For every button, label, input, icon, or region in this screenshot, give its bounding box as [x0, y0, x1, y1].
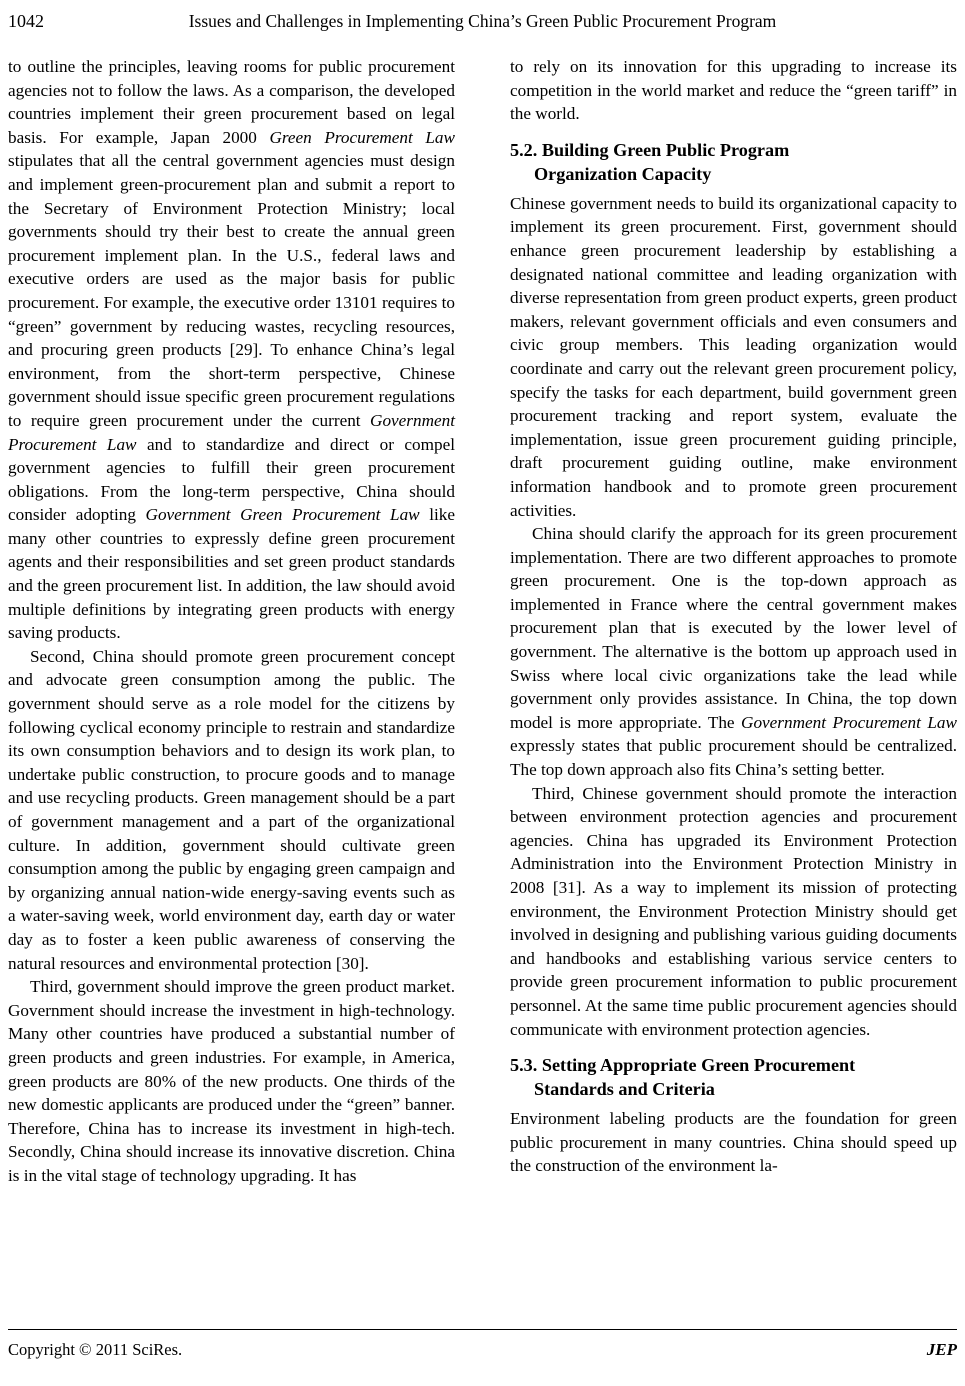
body-text-run: Second, China should promote green procurement concept and advocate green consumption among the public. The government should serve as a role model for the citizens by following cyclical economy principle to restrain and standardize its own consumption behaviors and to design its work plan, to undertake public construction, to procure goods and to manage and use recycling products. Green management should be a part of government management and a part of the organizational culture. In addition, government should cultivate green consumption among the public by engaging green campaign and by organizing annual nation-wide energy-saving events such as a water-saving week, world environment day, earth day or water day as to foster a keen public awareness of conserving the natural resources and environmental protection [30].	[8, 646, 455, 973]
page-footer	[8, 1340, 957, 1364]
section-heading-continuation: Organization Capacity	[534, 163, 712, 184]
body-text-run: Chinese government needs to build its organizational capacity to implement its green procurement. First, government should enhance green procurement leadership by establishing a designated national committee and leading organization with diverse representation from green product experts, green product makers, relevant government officials and even consumers and civic group members. This leading organization would coordinate and carry out the relevant green procurement policy, specify the tasks for each department, build government green procurement tracking and report system, evaluate the implementation, issue green procurement guiding principle, draft procurement guiding outline, make environment information handbook and to promote green procurement activities.	[510, 193, 957, 520]
body-paragraph	[510, 522, 957, 782]
body-text-run: to rely on its innovation for this upgrading to increase its competition in the world market and reduce the “green tariff” in the world.	[510, 57, 957, 124]
section-heading	[510, 138, 957, 186]
section-heading	[510, 1053, 957, 1101]
body-paragraph	[510, 55, 957, 126]
body-text-run: like many other countries to expressly define green procurement agents and their responsibilities and set green product standards and the green procurement list. In addition, the law should avoid multiple definitions by integrating green products with energy saving products.	[8, 505, 455, 643]
left-column-body	[8, 55, 455, 1188]
body-paragraph	[510, 1107, 957, 1178]
left-column	[8, 55, 455, 1300]
body-paragraph	[8, 645, 455, 975]
italic-law-title: Government Procurement Law	[8, 410, 455, 454]
journal-abbreviation: JEP	[926, 1340, 957, 1359]
italic-law-title: Government Procurement Law	[741, 712, 957, 732]
running-title: Issues and Challenges in Implementing China’s Green Public Procurement Program	[188, 11, 777, 31]
body-text-run: China should clarify the approach for its green procurement implementation. There are two different approaches to promote green procurement. One is the top-down approach as implemented in France where the central government makes procurement plan that is executed by the lower level of government. The alternative is the bottom up approach used in Swiss where local civic organizations take the lead while government only provides assistance. In China, the top down model is more appropriate. The	[510, 524, 957, 732]
section-heading-title: 5.3. Setting Appropriate Green Procurement	[510, 1055, 856, 1076]
body-paragraph	[510, 782, 957, 1042]
body-text-run: to outline the principles, leaving rooms for public procurement agencies not to follow the laws. As a comparison, the developed countries implement their green procurement based on legal basis. For example, Japan 2000	[8, 57, 455, 147]
body-text-run: expressly states that public procurement should be centralized. The top down approach also fits China’s setting better.	[510, 736, 957, 780]
page-number: 1042	[8, 11, 44, 31]
body-paragraph	[8, 975, 455, 1187]
copyright-text: Copyright © 2011 SciRes.	[8, 1340, 183, 1359]
footer-rule	[8, 1329, 957, 1330]
body-columns	[8, 55, 957, 1300]
italic-law-title: Government Green Procurement Law	[145, 505, 420, 525]
body-text-run: stipulates that all the central government agencies must design and implement green-procurement plan and submit a report to the Secretary of Environment Protection Ministry; local governments should try their best to create the annual green procurement implement plan. In the U.S., federal laws and executive orders are used as the major basis for public procurement. For example, the executive order 13101 requires to “green” government by reducing wastes, recycling resources, and procuring green products [29]. To enhance China’s legal environment, from the short-term perspective, Chinese government should issue specific green procurement regulations to require green procurement under the current	[8, 151, 455, 430]
body-text-run: Third, Chinese government should promote the interaction between environment protection agencies and procurement agencies. China has upgraded its Environment Protection Administration into the Environment Protection Ministry in 2008 [31]. As a way to implement its mission of protecting environment, the Environment Protection Ministry should get involved in designing and publishing various guiding documents and handbooks and establishing various service centers to provide green procurement information to public procurement personnel. At the same time public procurement agencies should communicate with environment protection agencies.	[510, 783, 957, 1039]
body-paragraph	[8, 55, 455, 645]
section-heading-continuation: Standards and Criteria	[534, 1079, 715, 1100]
body-text-run: Third, government should improve the green product market. Government should increase the investment in high-technology. Many other countries have produced a substantial number of green products and green industries. For example, in America, green products are 80% of the new products. One thirds of the new domestic applicants are produced under the “green” banner. Therefore, China has to increase its investment in high-tech. Secondly, China should increase its innovative discretion. China is in the vital stage of technology upgrading. It has	[8, 977, 455, 1185]
body-text-run: Environment labeling products are the foundation for green public procurement in many countries. China should speed up the construction of the environment la-	[510, 1109, 957, 1176]
italic-law-title: Green Procurement Law	[269, 127, 455, 147]
section-heading-title: 5.2. Building Green Public Program	[510, 139, 790, 160]
body-text-run: and to standardize and direct or compel government agencies to fulfill their green procurement obligations. From the long-term perspective, China should consider adopting	[8, 434, 455, 525]
right-column-body	[510, 55, 957, 1178]
right-column	[510, 55, 957, 1300]
running-head	[0, 10, 965, 38]
body-paragraph	[510, 192, 957, 522]
